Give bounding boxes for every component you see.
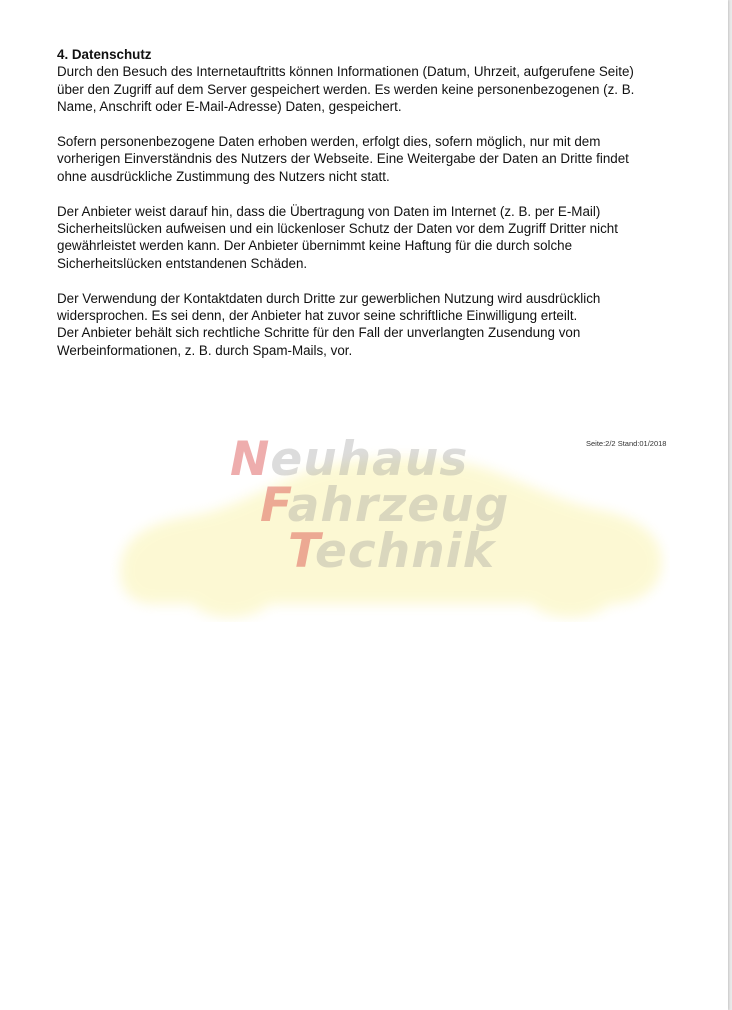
text-line: über den Zugriff auf dem Server gespeichert werden. Es werden keine personenbezogenen (z. B. — [57, 81, 635, 97]
text-line: Der Anbieter behält sich rechtliche Schritte für den Fall der unverlangten Zusendung von — [57, 325, 581, 341]
paragraph-consent — [57, 133, 707, 185]
logo-line-technik — [288, 524, 495, 579]
text-line: Durch den Besuch des Internetauftritts können Informationen (Datum, Uhrzeit, aufgerufene Seite) — [57, 64, 634, 80]
logo-text: echnik — [315, 524, 496, 579]
logo-initial: N — [230, 432, 271, 487]
text-line: Sofern personenbezogene Daten erhoben werden, erfolgt dies, sofern möglich, nur mit dem — [57, 134, 601, 150]
text-line: ohne ausdrückliche Zustimmung des Nutzers nicht statt. — [57, 168, 390, 184]
text-line: Name, Anschrift oder E-Mail-Adresse) Daten, gespeichert. — [57, 99, 402, 115]
text-line: Sicherheitslücken entstandenen Schäden. — [57, 255, 308, 271]
paragraph-server-logging — [57, 63, 707, 115]
text-line: Sicherheitslücken aufweisen und ein lückenloser Schutz der Daten vor dem Zugriff Dritter nicht — [57, 221, 618, 237]
page-info-footer: Seite:2/2 Stand:01/2018 — [586, 439, 667, 448]
text-line: Der Verwendung der Kontaktdaten durch Dritte zur gewerblichen Nutzung wird ausdrücklich — [57, 290, 601, 306]
text-line: widersprochen. Es sei denn, der Anbieter hat zuvor seine schriftliche Einwilligung erteilt. — [57, 308, 578, 324]
logo-text: ahrzeug — [287, 478, 510, 533]
company-logo-watermark — [110, 432, 670, 622]
logo-initial: T — [288, 524, 316, 579]
document-body — [57, 46, 707, 359]
text-line: gewährleistet werden kann. Der Anbieter übernimmt keine Haftung für die durch solche — [57, 238, 573, 254]
text-line: Werbeinformationen, z. B. durch Spam-Mails, vor. — [57, 342, 353, 358]
section-heading: 4. Datenschutz — [57, 47, 152, 62]
paragraph-security — [57, 203, 707, 273]
logo-initial: F — [260, 478, 288, 533]
logo-text: euhaus — [270, 432, 469, 487]
text-line: Der Anbieter weist darauf hin, dass die Übertragung von Daten im Internet (z. B. per E-Mail) — [57, 203, 601, 219]
text-line: vorherigen Einverständnis des Nutzers der Webseite. Eine Weitergabe der Daten an Dritte findet — [57, 151, 629, 167]
paragraph-contact-data — [57, 290, 707, 360]
